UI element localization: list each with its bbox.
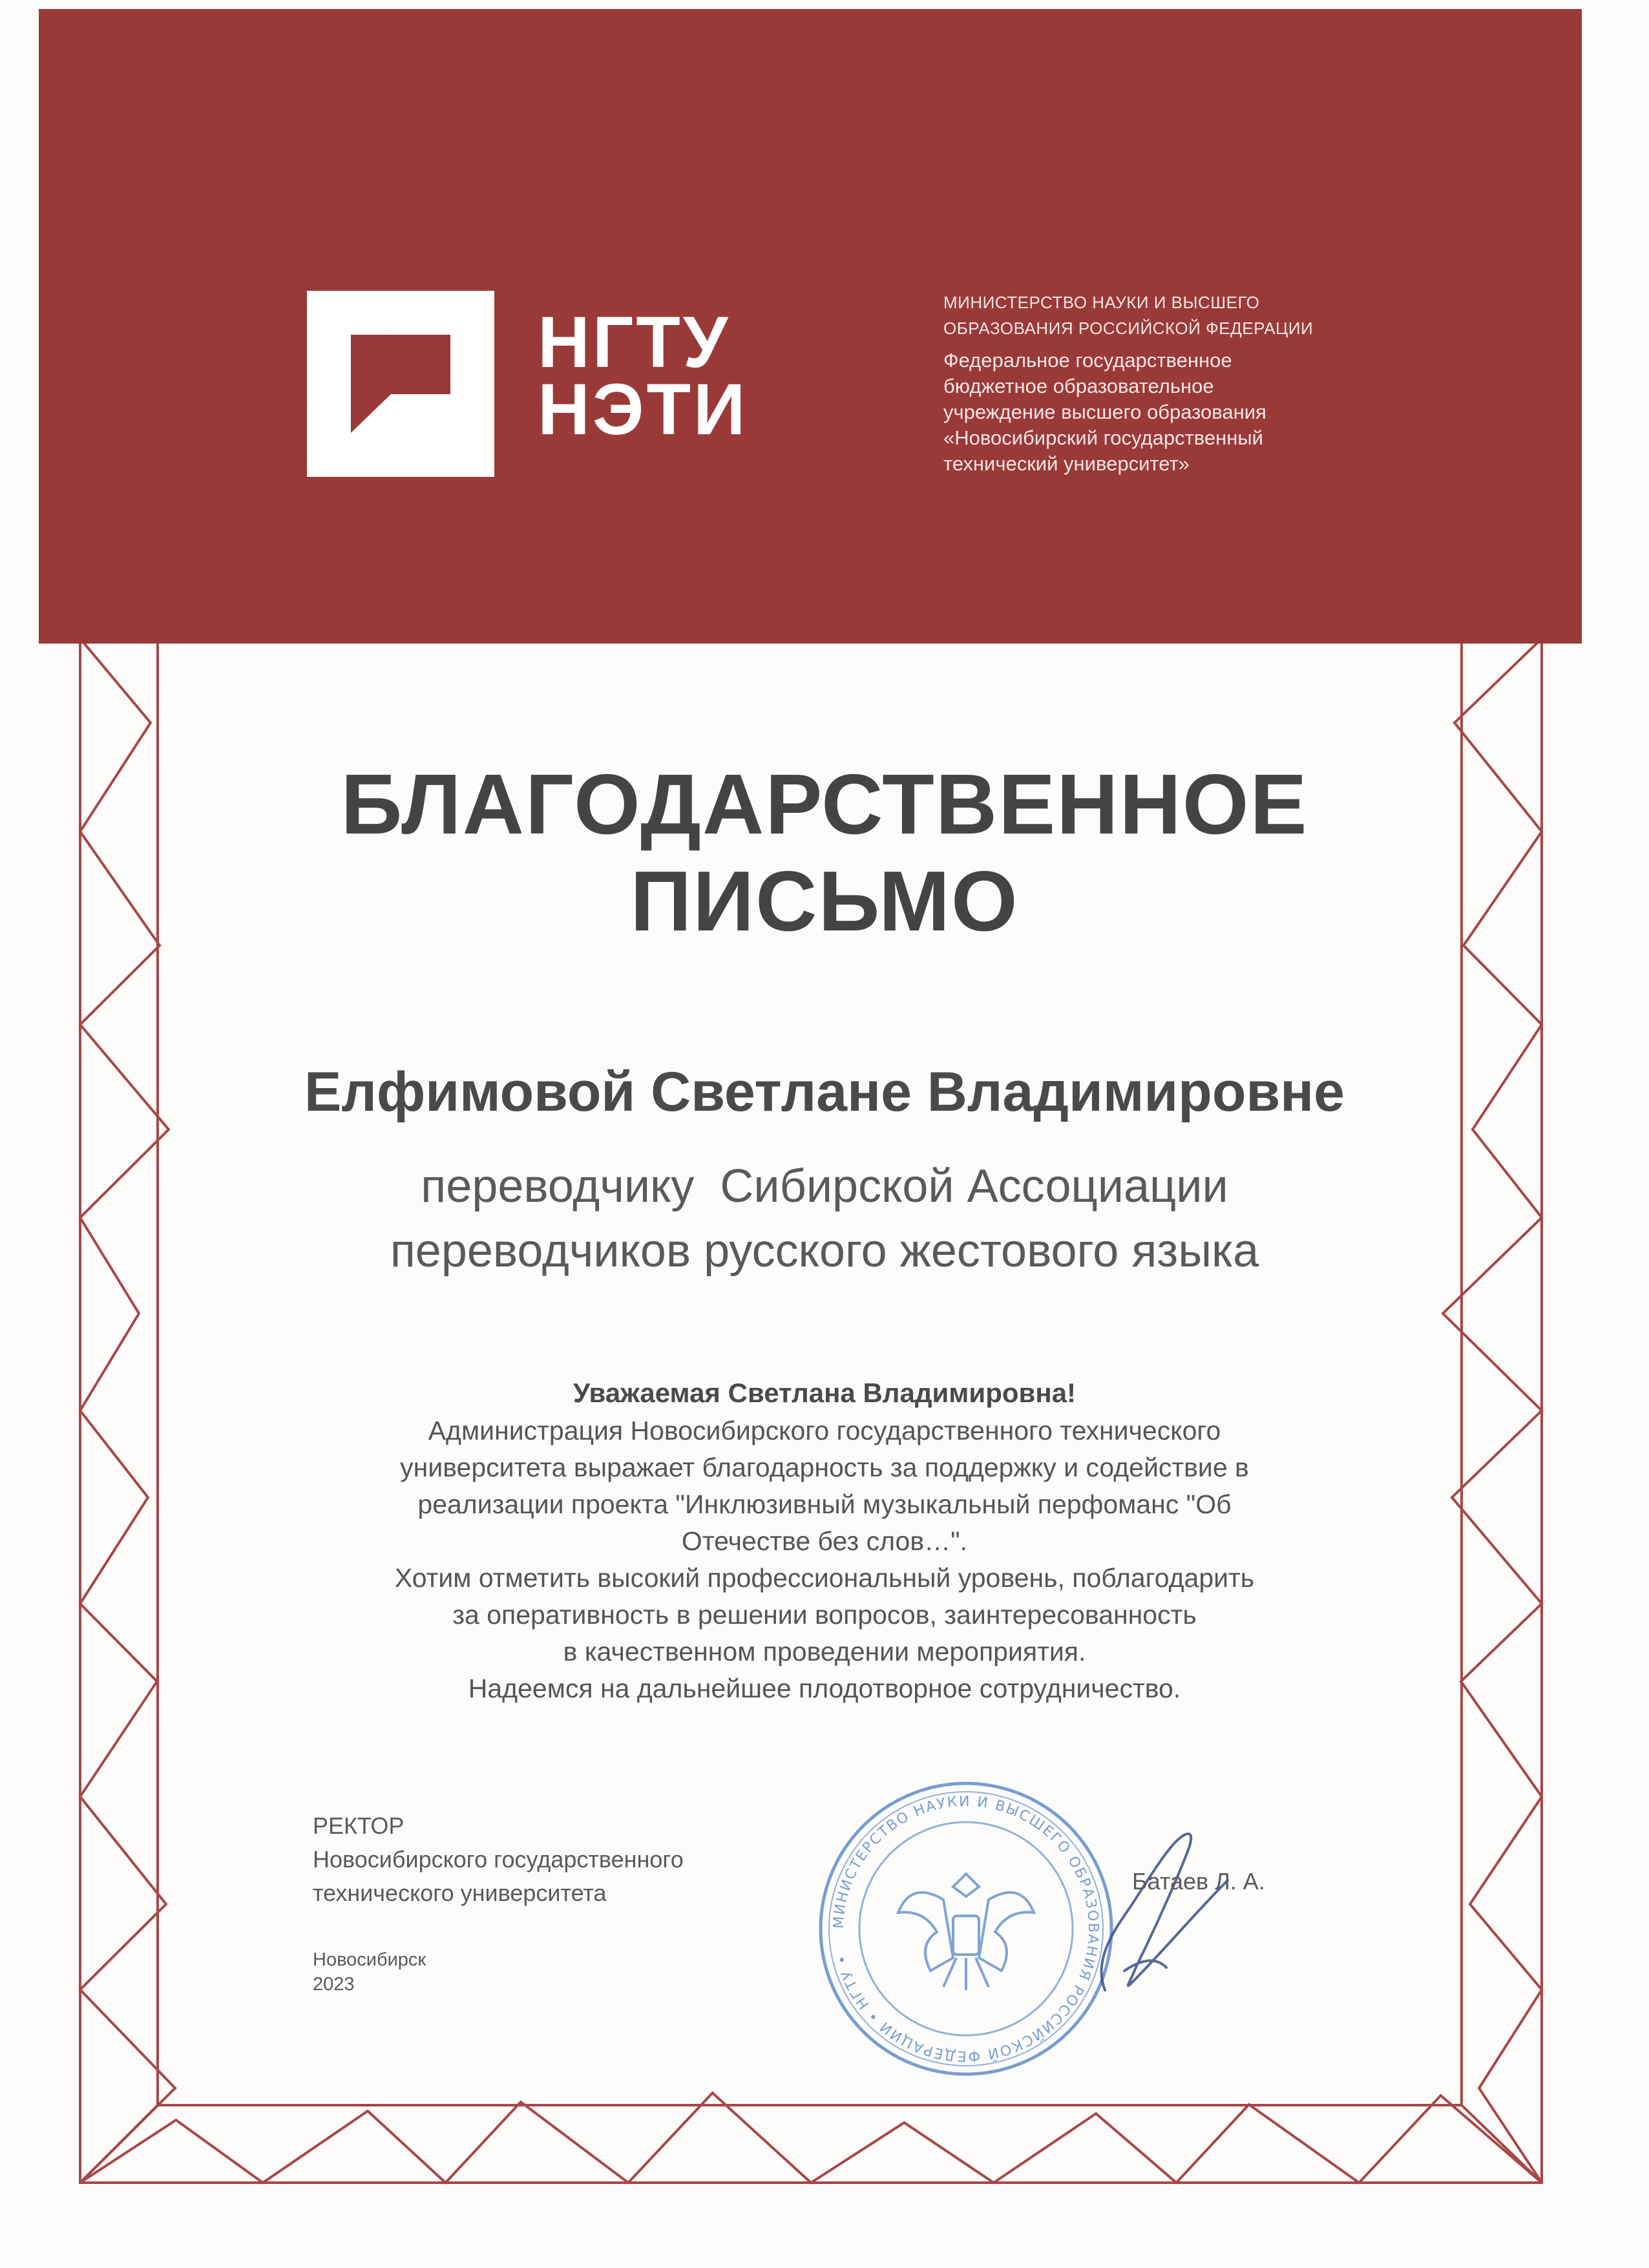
institution-name [943,348,1396,477]
rector-line: Новосибирского государственного [313,1846,684,1873]
ministry-line: МИНИСТЕРСТВО НАУКИ И ВЫСШЕГО [943,293,1260,312]
rector-title [313,1809,894,1910]
place: Новосибирск [313,1949,426,1970]
title-line: БЛАГОДАРСТВЕННОЕ [341,757,1308,852]
recipient-name: Елфимовой Светлане Владимировне [304,1061,1345,1123]
body-line: реализации проекта "Инклюзивный музыкальный перфоманс "Об [417,1489,1232,1519]
title-line: ПИСЬМО [630,854,1019,949]
rector-line: технического университета [313,1880,607,1906]
institution-line: бюджетное образовательное [943,375,1214,397]
place-and-year [313,1948,894,1997]
svg-text:МИНИСТЕРСТВО НАУКИ И ВЫСШЕГО О: МИНИСТЕРСТВО НАУКИ И ВЫСШЕГО ОБРАЗОВАНИЯ РОССИЙСКОЙ ФЕДЕРАЦИИ • НГТУ • [830,1793,1102,2064]
position-line: переводчиков русского жестового языка [390,1225,1259,1277]
university-logo-icon [307,291,494,477]
logo-line-2: НЭТИ [538,369,748,450]
ministry-line: ОБРАЗОВАНИЯ РОССИЙСКОЙ ФЕДЕРАЦИИ [943,319,1314,338]
institution-line: «Новосибирский государственный [943,426,1263,449]
letter-body [0,1412,1649,1707]
recipient-position [0,1154,1649,1283]
body-line: Хотим отметить высокий профессиональный уровень, поблагодарить [394,1563,1255,1593]
institution-line: Федеральное государственное [943,349,1232,372]
body-line: Отечестве без слов…". [681,1526,968,1556]
body-line: университета выражает благодарность за поддержку и содействие в [400,1453,1249,1482]
document-title [0,756,1649,950]
body-line: Надеемся на дальнейшее плодотворное сотрудничество. [468,1674,1181,1703]
logo-line-1: НГТУ [538,302,731,383]
greeting: Уважаемая Светлана Владимировна! [572,1378,1077,1408]
position-line: переводчику Сибирской Ассоциации [421,1160,1228,1212]
institution-line: технический университет» [943,452,1190,475]
logo-wordmark [538,302,809,450]
year: 2023 [313,1974,355,1995]
body-line: Администрация Новосибирского государственного технического [428,1416,1221,1445]
signature-icon [1034,1796,1247,2010]
ministry-name [943,289,1396,341]
rector-line: РЕКТОР [313,1812,404,1839]
body-line: в качественном проведении мероприятия. [563,1637,1086,1666]
institution-line: учреждение высшего образования [943,401,1266,423]
body-line: за оперативность в решении вопросов, заинтересованность [452,1600,1197,1630]
signer-name: Батаев Л. А. [1132,1868,1265,1895]
